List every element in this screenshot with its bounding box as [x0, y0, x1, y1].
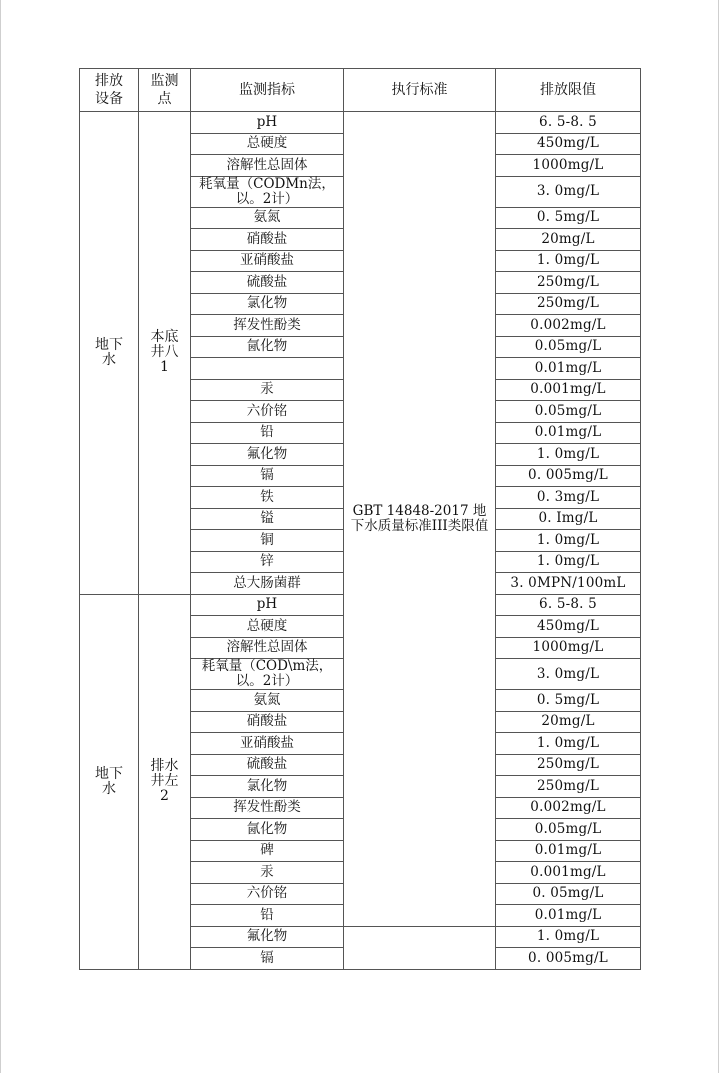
cell-indicator: pH — [191, 112, 344, 134]
cell-indicator: 铅 — [191, 422, 344, 444]
cell-limit: 1. 0mg/L — [496, 551, 641, 573]
cell-indicator: 硫酸盐 — [191, 272, 344, 294]
cell-limit: 0. 5mg/L — [496, 207, 641, 229]
cell-indicator: 硫酸盐 — [191, 754, 344, 776]
cell-limit: 1. 0mg/L — [496, 733, 641, 755]
cell-limit: 0.001mg/L — [496, 379, 641, 401]
cell-limit: 0.01mg/L — [496, 422, 641, 444]
cell-limit: 6. 5-8. 5 — [496, 112, 641, 134]
table-row — [80, 112, 641, 134]
cell-indicator: 挥发性酚类 — [191, 797, 344, 819]
cell-limit: 0. 005mg/L — [496, 948, 641, 970]
cell-indicator: 汞 — [191, 862, 344, 884]
cell-limit: 250mg/L — [496, 293, 641, 315]
cell-indicator: 氟化物 — [191, 444, 344, 466]
cell-limit: 0. 5mg/L — [496, 690, 641, 712]
cell-limit: 0.002mg/L — [496, 315, 641, 337]
cell-limit: 450mg/L — [496, 133, 641, 155]
header-point: 监测 点 — [139, 69, 191, 112]
cell-limit: 20mg/L — [496, 711, 641, 733]
cell-limit: 250mg/L — [496, 754, 641, 776]
cell-indicator: 碑 — [191, 840, 344, 862]
cell-limit: 1. 0mg/L — [496, 250, 641, 272]
cell-indicator: 氟化物 — [191, 926, 344, 948]
cell-indicator: pH — [191, 594, 344, 616]
cell-limit: 1000mg/L — [496, 155, 641, 177]
cell-indicator: 镒 — [191, 508, 344, 530]
cell-limit: 250mg/L — [496, 776, 641, 798]
cell-limit: 450mg/L — [496, 616, 641, 638]
cell-indicator: 耗氧量（COD\m法， 以。2计） — [191, 659, 344, 690]
cell-indicator: 硝酸盐 — [191, 229, 344, 251]
cell-limit: 0.05mg/L — [496, 819, 641, 841]
cell-indicator: 氨氮 — [191, 207, 344, 229]
cell-indicator: 镉 — [191, 948, 344, 970]
header-device: 排放 设备 — [80, 69, 139, 112]
cell-monitoring-point: 排水 井左 2 — [139, 594, 191, 969]
cell-limit: 0.01mg/L — [496, 358, 641, 380]
cell-indicator: 铜 — [191, 530, 344, 552]
cell-indicator: 溶解性总固体 — [191, 637, 344, 659]
cell-monitoring-point: 本底 井八 1 — [139, 112, 191, 595]
cell-indicator: 汞 — [191, 379, 344, 401]
table-body — [80, 112, 641, 970]
cell-indicator: 氯化物 — [191, 293, 344, 315]
cell-indicator — [191, 358, 344, 380]
cell-indicator: 亚硝酸盐 — [191, 250, 344, 272]
cell-standard-empty — [344, 926, 496, 969]
cell-indicator: 氤化物 — [191, 336, 344, 358]
header-limit: 排放限值 — [496, 69, 641, 112]
cell-limit: 0.05mg/L — [496, 336, 641, 358]
cell-limit: 0. 005mg/L — [496, 465, 641, 487]
cell-indicator: 总硬度 — [191, 133, 344, 155]
cell-limit: 1. 0mg/L — [496, 926, 641, 948]
cell-limit: 3. 0mg/L — [496, 176, 641, 207]
cell-indicator: 耗氧量（CODMn法， 以。2计） — [191, 176, 344, 207]
cell-indicator: 铁 — [191, 487, 344, 509]
cell-limit: 0.05mg/L — [496, 401, 641, 423]
cell-device: 地下 水 — [80, 112, 139, 595]
cell-indicator: 六价铭 — [191, 883, 344, 905]
cell-limit: 0. 05mg/L — [496, 883, 641, 905]
cell-limit: 1. 0mg/L — [496, 444, 641, 466]
cell-indicator: 挥发性酚类 — [191, 315, 344, 337]
cell-limit: 0.001mg/L — [496, 862, 641, 884]
cell-standard: GBT 14848-2017 地下水质量标准III类限值 — [344, 112, 496, 927]
cell-limit: 0.01mg/L — [496, 905, 641, 927]
cell-indicator: 溶解性总固体 — [191, 155, 344, 177]
cell-limit: 3. 0mg/L — [496, 659, 641, 690]
cell-limit: 20mg/L — [496, 229, 641, 251]
cell-indicator: 氤化物 — [191, 819, 344, 841]
cell-indicator: 锌 — [191, 551, 344, 573]
cell-indicator: 铅 — [191, 905, 344, 927]
cell-limit: 0.01mg/L — [496, 840, 641, 862]
cell-limit: 1000mg/L — [496, 637, 641, 659]
header-indicator: 监测指标 — [191, 69, 344, 112]
monitoring-limits-table — [79, 68, 641, 970]
cell-device: 地下 水 — [80, 594, 139, 969]
cell-indicator: 总大肠菌群 — [191, 573, 344, 595]
cell-limit: 1. 0mg/L — [496, 530, 641, 552]
cell-indicator: 亚硝酸盐 — [191, 733, 344, 755]
cell-indicator: 总硬度 — [191, 616, 344, 638]
cell-limit: 6. 5-8. 5 — [496, 594, 641, 616]
cell-limit: 3. 0MPN/100mL — [496, 573, 641, 595]
cell-limit: 0. Img/L — [496, 508, 641, 530]
cell-limit: 0. 3mg/L — [496, 487, 641, 509]
header-row — [80, 69, 641, 112]
cell-indicator: 氯化物 — [191, 776, 344, 798]
cell-indicator: 氨氮 — [191, 690, 344, 712]
cell-limit: 250mg/L — [496, 272, 641, 294]
header-standard: 执行标准 — [344, 69, 496, 112]
cell-limit: 0.002mg/L — [496, 797, 641, 819]
cell-indicator: 六价铭 — [191, 401, 344, 423]
cell-indicator: 硝酸盐 — [191, 711, 344, 733]
cell-indicator: 镉 — [191, 465, 344, 487]
